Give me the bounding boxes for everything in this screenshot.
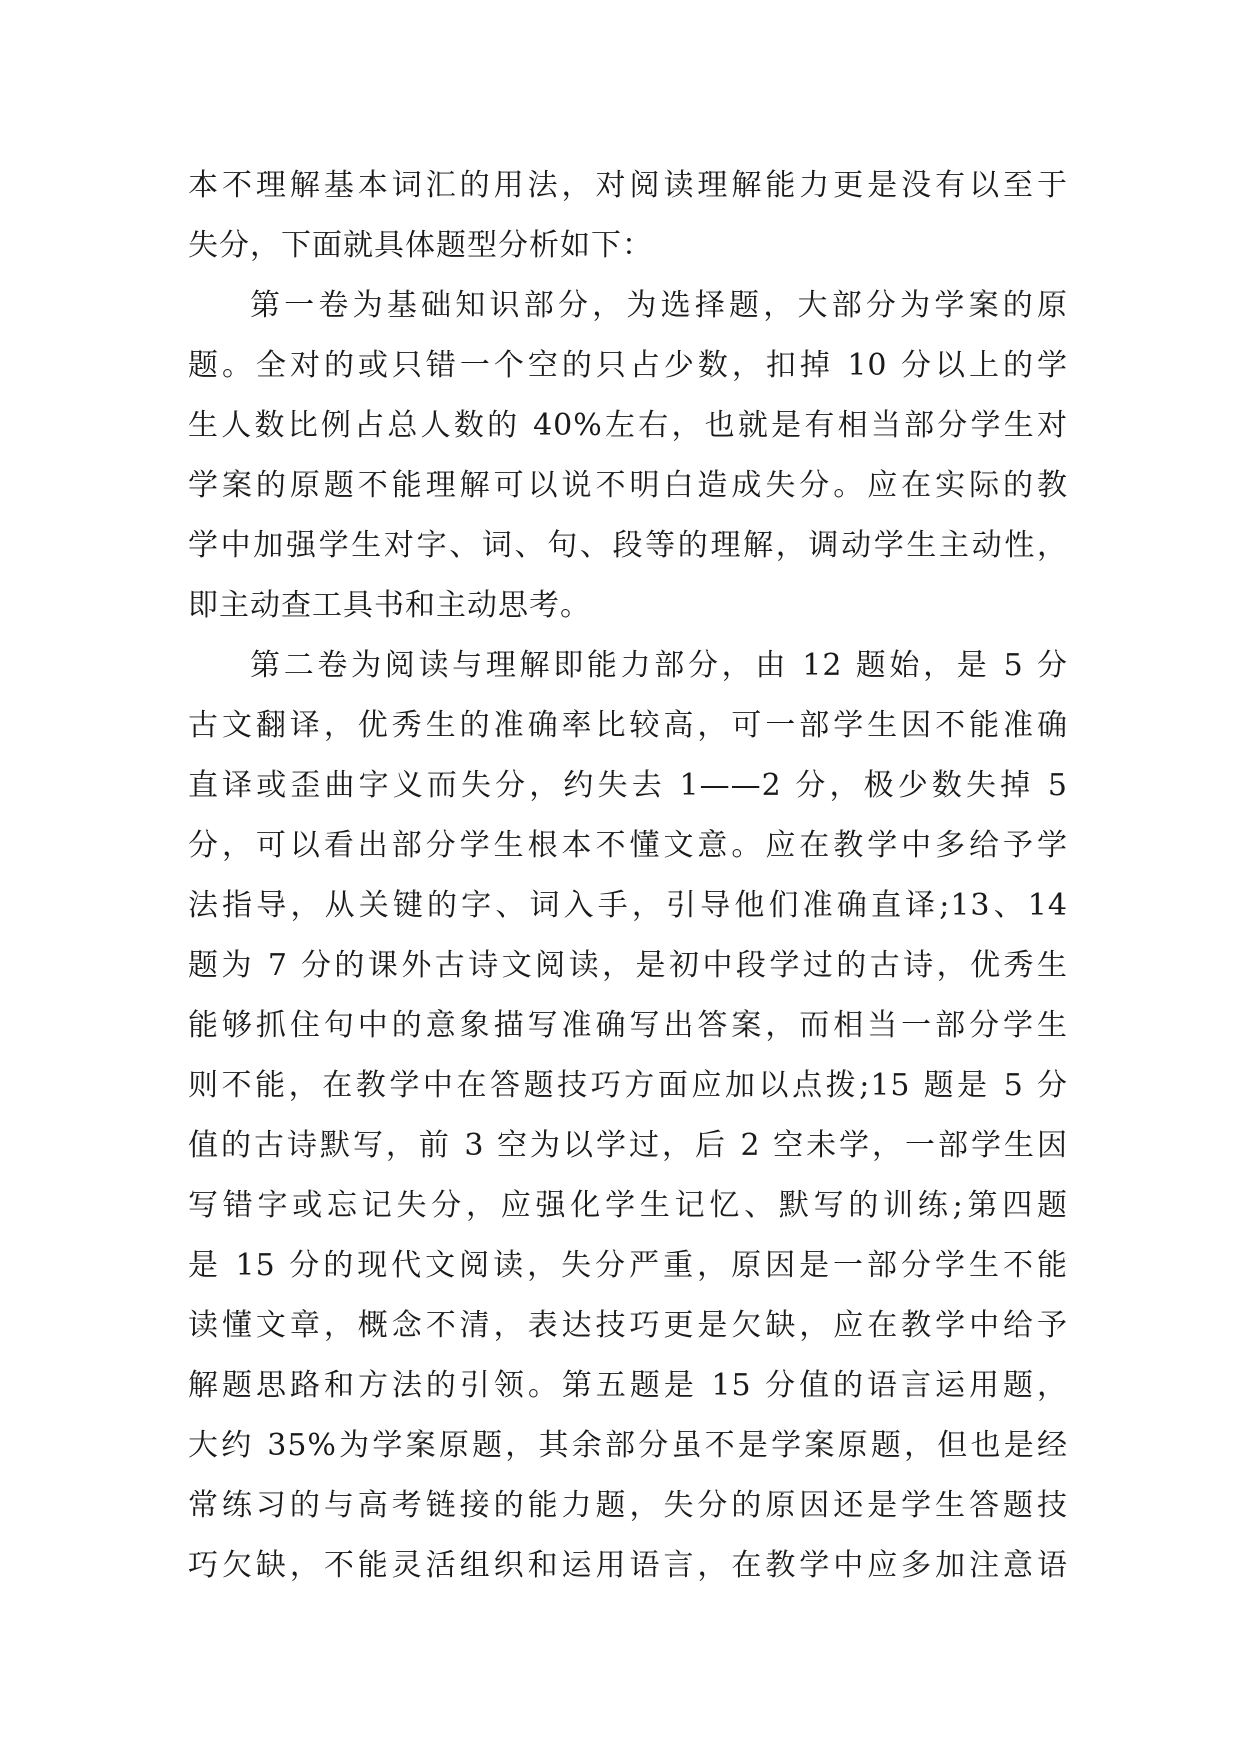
text-line: 第一卷为基础知识部分，为选择题，大部分为学案的原 (250, 288, 1068, 323)
text-line: 法指导，从关键的字、词入手，引导他们准确直译;13、14 (188, 888, 1068, 923)
text-line: 题。全对的或只错一个空的只占少数，扣掉 10 分以上的学 (188, 348, 1068, 383)
text-line: 解题思路和方法的引领。第五题是 15 分值的语言运用题， (188, 1368, 1068, 1403)
body-text (188, 156, 1068, 1596)
text-line: 能够抓住句中的意象描写准确写出答案，而相当一部分学生 (188, 1008, 1068, 1043)
text-line: 直译或歪曲字义而失分，约失去 1——2 分，极少数失掉 5 (188, 768, 1068, 803)
text-line: 第二卷为阅读与理解即能力部分，由 12 题始，是 5 分 (250, 648, 1068, 683)
text-line: 大约 35%为学案原题，其余部分虽不是学案原题，但也是经 (188, 1428, 1068, 1463)
text-line: 写错字或忘记失分，应强化学生记忆、默写的训练;第四题 (188, 1188, 1068, 1223)
text-line: 学中加强学生对字、词、句、段等的理解，调动学生主动性， (188, 528, 1068, 563)
text-line: 生人数比例占总人数的 40%左右，也就是有相当部分学生对 (188, 408, 1068, 443)
text-line: 学案的原题不能理解可以说不明白造成失分。应在实际的教 (188, 468, 1068, 503)
text-line: 古文翻译，优秀生的准确率比较高，可一部学生因不能准确 (188, 708, 1068, 743)
text-line: 则不能，在教学中在答题技巧方面应加以点拨;15 题是 5 分 (188, 1068, 1068, 1103)
text-line: 本不理解基本词汇的用法，对阅读理解能力更是没有以至于 (188, 168, 1068, 203)
text-line: 常练习的与高考链接的能力题，失分的原因还是学生答题技 (188, 1488, 1068, 1523)
text-line: 值的古诗默写，前 3 空为以学过，后 2 空未学，一部学生因 (188, 1128, 1068, 1163)
text-line: 是 15 分的现代文阅读，失分严重，原因是一部分学生不能 (188, 1248, 1068, 1283)
text-line: 巧欠缺，不能灵活组织和运用语言，在教学中应多加注意语 (188, 1548, 1068, 1583)
text-line: 即主动查工具书和主动思考。 (188, 588, 591, 623)
text-line: 分，可以看出部分学生根本不懂文意。应在教学中多给予学 (188, 828, 1068, 863)
text-line: 读懂文章，概念不清，表达技巧更是欠缺，应在教学中给予 (188, 1308, 1068, 1343)
text-line: 失分，下面就具体题型分析如下： (188, 228, 653, 263)
text-line: 题为 7 分的课外古诗文阅读，是初中段学过的古诗，优秀生 (188, 948, 1068, 983)
